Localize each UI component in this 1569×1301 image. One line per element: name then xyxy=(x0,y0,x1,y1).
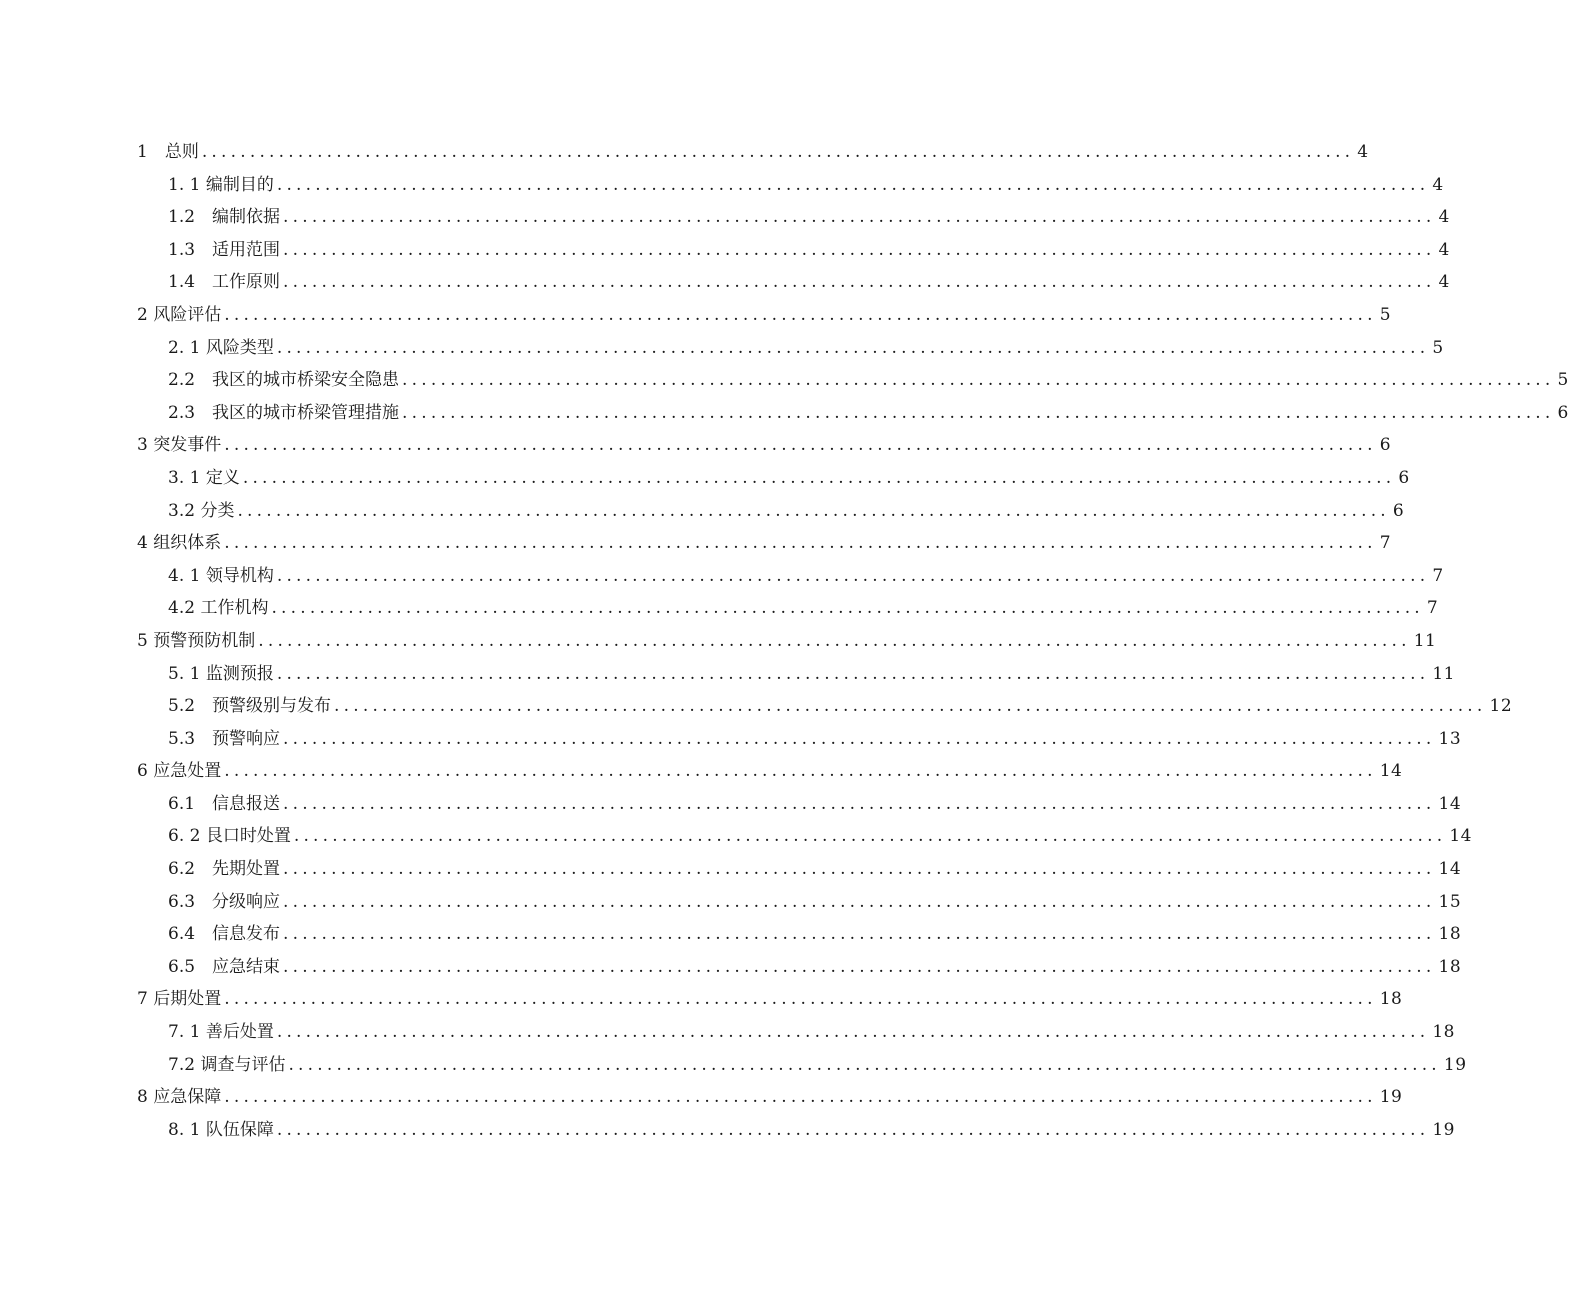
toc-entry-title: 8. 1 队伍保障 xyxy=(168,1119,274,1140)
toc-chapter-entry[interactable] xyxy=(137,625,1437,658)
toc-chapter-entry[interactable] xyxy=(137,755,1403,788)
toc-page-number: 19 xyxy=(1443,1054,1467,1075)
toc-dot-leader: ........................................................................................................................ xyxy=(288,1054,1441,1075)
toc-page-number: 14 xyxy=(1438,859,1462,880)
toc-dot-leader: ........................................................................................................................ xyxy=(283,793,1436,814)
toc-dot-leader: ........................................................................................................................ xyxy=(224,1087,1377,1108)
toc-entry-title: 6.2 先期处置 xyxy=(168,859,281,880)
toc-entry-title: 4. 1 领导机构 xyxy=(168,565,274,586)
toc-entry-title: 6.5 应急结束 xyxy=(168,956,281,977)
toc-entry-title: 3 突发事件 xyxy=(137,435,222,456)
toc-section-entry[interactable] xyxy=(137,658,1455,691)
toc-chapter-entry[interactable] xyxy=(137,429,1392,462)
toc-dot-leader: ........................................................................................................................ xyxy=(224,304,1377,325)
toc-page-number: 11 xyxy=(1432,663,1455,684)
toc-dot-leader: ........................................................................................................................ xyxy=(224,989,1377,1010)
toc-page-number: 7 xyxy=(1432,565,1444,586)
toc-dot-leader: ........................................................................................................................ xyxy=(242,467,1396,488)
table-of-contents xyxy=(137,136,1569,1146)
toc-dot-leader: ........................................................................................................................ xyxy=(276,663,1430,684)
toc-chapter-entry[interactable] xyxy=(137,1081,1403,1114)
toc-entry-title: 1.4 工作原则 xyxy=(168,272,281,293)
toc-section-entry[interactable] xyxy=(137,690,1513,723)
toc-entry-title: 1.3 适用范围 xyxy=(168,239,281,260)
toc-page-number: 14 xyxy=(1379,761,1403,782)
toc-page-number: 4 xyxy=(1357,142,1369,162)
toc-section-entry[interactable] xyxy=(137,723,1462,756)
toc-section-entry[interactable] xyxy=(137,788,1462,821)
toc-section-entry[interactable] xyxy=(137,1114,1455,1147)
toc-dot-leader: ........................................................................................................................ xyxy=(237,500,1390,521)
toc-dot-leader: ........................................................................................................................ xyxy=(293,826,1447,847)
toc-entry-title: 5. 1 监测预报 xyxy=(168,663,274,684)
toc-section-entry[interactable] xyxy=(137,853,1462,886)
toc-chapter-entry[interactable] xyxy=(137,136,1369,169)
toc-dot-leader: ........................................................................................................................ xyxy=(258,630,1411,651)
toc-entry-title: 5 预警预防机制 xyxy=(137,630,256,651)
toc-dot-leader: ........................................................................................................................ xyxy=(276,565,1430,586)
toc-entry-title: 2 风险评估 xyxy=(137,304,222,325)
toc-entry-title: 6.1 信息报送 xyxy=(168,793,281,814)
toc-dot-leader: ........................................................................................................................ xyxy=(283,924,1436,945)
toc-entry-title: 6 应急处置 xyxy=(137,761,222,782)
toc-section-entry[interactable] xyxy=(137,266,1450,299)
toc-chapter-entry[interactable] xyxy=(137,527,1392,560)
toc-page-number: 7 xyxy=(1379,533,1392,554)
toc-dot-leader: ........................................................................................................................ xyxy=(276,1022,1430,1043)
toc-section-entry[interactable] xyxy=(137,397,1569,430)
toc-dot-leader: ........................................................................................................................ xyxy=(276,1119,1430,1140)
toc-page-number: 5 xyxy=(1557,370,1569,391)
toc-dot-leader: ........................................................................................................................ xyxy=(334,696,1487,717)
toc-page-number: 12 xyxy=(1489,696,1513,717)
toc-section-entry[interactable] xyxy=(137,495,1405,528)
toc-page-number: 15 xyxy=(1438,891,1462,912)
toc-dot-leader: ........................................................................................................................ xyxy=(276,174,1430,195)
toc-entry-title: 5.2 预警级别与发布 xyxy=(168,696,332,717)
toc-page-number: 18 xyxy=(1379,989,1403,1010)
toc-dot-leader: ........................................................................................................................ xyxy=(201,142,1355,162)
toc-section-entry[interactable] xyxy=(137,886,1462,919)
toc-page-number: 11 xyxy=(1413,630,1437,651)
toc-section-entry[interactable] xyxy=(137,1016,1455,1049)
toc-page-number: 6 xyxy=(1398,467,1410,488)
toc-page-number: 19 xyxy=(1432,1119,1455,1140)
toc-dot-leader: ........................................................................................................................ xyxy=(283,207,1436,228)
toc-dot-leader: ........................................................................................................................ xyxy=(224,435,1377,456)
toc-entry-title: 1. 1 编制目的 xyxy=(168,174,274,195)
toc-section-entry[interactable] xyxy=(137,592,1439,625)
toc-entry-title: 7 后期处置 xyxy=(137,989,222,1010)
toc-page-number: 5 xyxy=(1432,337,1444,358)
toc-dot-leader: ........................................................................................................................ xyxy=(402,402,1555,423)
toc-page-number: 6 xyxy=(1379,435,1392,456)
toc-entry-title: 4 组织体系 xyxy=(137,533,222,554)
toc-entry-title: 2.3 我区的城市桥梁管理措施 xyxy=(168,402,400,423)
toc-page-number: 18 xyxy=(1438,956,1462,977)
toc-section-entry[interactable] xyxy=(137,462,1410,495)
toc-section-entry[interactable] xyxy=(137,169,1444,202)
toc-entry-title: 1.2 编制依据 xyxy=(168,207,281,228)
toc-page-number: 6 xyxy=(1557,402,1569,423)
toc-entry-title: 5.3 预警响应 xyxy=(168,728,281,749)
toc-entry-title: 8 应急保障 xyxy=(137,1087,222,1108)
toc-entry-title: 7. 1 善后处置 xyxy=(168,1022,274,1043)
toc-entry-title: 3. 1 定义 xyxy=(168,467,240,488)
toc-section-entry[interactable] xyxy=(137,201,1450,234)
toc-dot-leader: ........................................................................................................................ xyxy=(224,761,1377,782)
toc-section-entry[interactable] xyxy=(137,820,1472,853)
toc-section-entry[interactable] xyxy=(137,951,1462,984)
toc-chapter-entry[interactable] xyxy=(137,299,1392,332)
toc-entry-title: 6.4 信息发布 xyxy=(168,924,281,945)
toc-page-number: 4 xyxy=(1432,174,1444,195)
toc-section-entry[interactable] xyxy=(137,918,1462,951)
toc-section-entry[interactable] xyxy=(137,234,1450,267)
toc-page-number: 4 xyxy=(1438,207,1450,228)
toc-dot-leader: ........................................................................................................................ xyxy=(271,598,1424,619)
toc-entry-title: 3.2 分类 xyxy=(168,500,235,521)
toc-dot-leader: ........................................................................................................................ xyxy=(283,891,1436,912)
toc-page-number: 6 xyxy=(1392,500,1405,521)
toc-entry-title: 4.2 工作机构 xyxy=(168,598,269,619)
toc-chapter-entry[interactable] xyxy=(137,983,1403,1016)
toc-page-number: 18 xyxy=(1438,924,1462,945)
toc-entry-title: 7.2 调查与评估 xyxy=(168,1054,286,1075)
toc-section-entry[interactable] xyxy=(137,1049,1467,1082)
toc-entry-title: 2. 1 风险类型 xyxy=(168,337,274,358)
toc-dot-leader: ........................................................................................................................ xyxy=(283,859,1436,880)
toc-dot-leader: ........................................................................................................................ xyxy=(224,533,1377,554)
toc-entry-title: 1 总则 xyxy=(137,142,199,162)
toc-page-number: 4 xyxy=(1438,239,1450,260)
toc-page-number: 18 xyxy=(1432,1022,1455,1043)
toc-dot-leader: ........................................................................................................................ xyxy=(283,956,1436,977)
toc-page-number: 7 xyxy=(1426,598,1439,619)
toc-entry-title: 6.3 分级响应 xyxy=(168,891,281,912)
toc-dot-leader: ........................................................................................................................ xyxy=(283,728,1436,749)
toc-entry-title: 2.2 我区的城市桥梁安全隐患 xyxy=(168,370,400,391)
toc-dot-leader: ........................................................................................................................ xyxy=(276,337,1430,358)
toc-page-number: 5 xyxy=(1379,304,1392,325)
toc-section-entry[interactable] xyxy=(137,364,1569,397)
toc-entry-title: 6. 2 艮口时处置 xyxy=(168,826,291,847)
toc-dot-leader: ........................................................................................................................ xyxy=(402,370,1555,391)
toc-section-entry[interactable] xyxy=(137,560,1444,593)
toc-page-number: 19 xyxy=(1379,1087,1403,1108)
toc-page-number: 4 xyxy=(1438,272,1450,293)
toc-section-entry[interactable] xyxy=(137,332,1444,365)
toc-page-number: 14 xyxy=(1438,793,1462,814)
toc-page-number: 13 xyxy=(1438,728,1462,749)
toc-dot-leader: ........................................................................................................................ xyxy=(283,272,1436,293)
toc-dot-leader: ........................................................................................................................ xyxy=(283,239,1436,260)
toc-page-number: 14 xyxy=(1449,826,1472,847)
